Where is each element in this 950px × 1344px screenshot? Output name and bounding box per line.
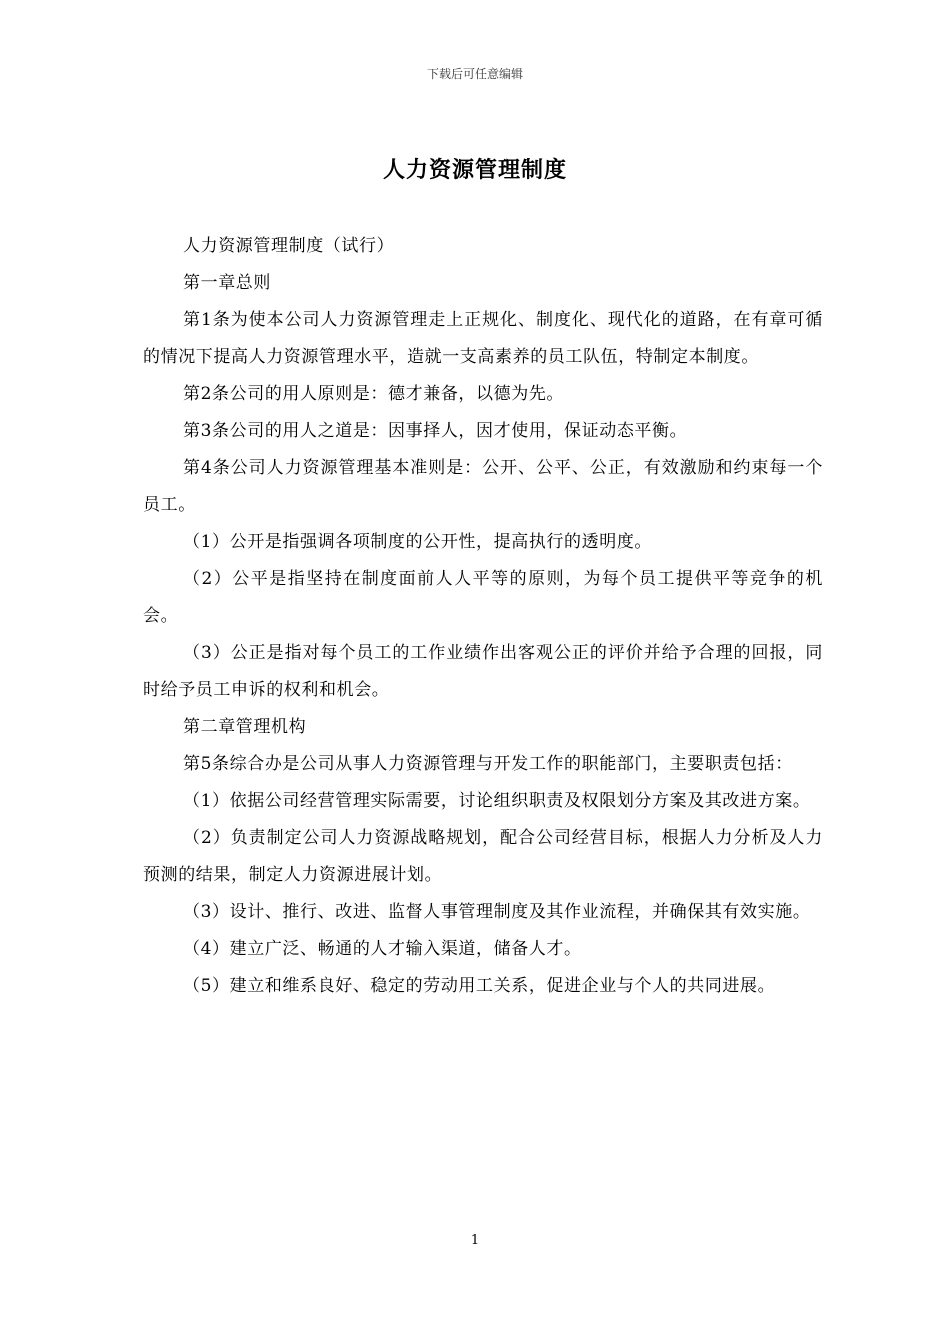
list-item-paragraph: （2）负责制定公司人力资源战略规划，配合公司经营目标，根据人力分析及人力预测的结果，制定人力资源进展计划。 (143, 828, 823, 885)
list-item-paragraph: （3）公正是指对每个员工的工作业绩作出客观公正的评价并给予合理的回报，同时给予员工申诉的权利和机会。 (143, 643, 823, 700)
document-title: 人力资源管理制度 (382, 157, 567, 183)
list-item-paragraph: （3）设计、推行、改进、监督人事管理制度及其作业流程，并确保其有效实施。 (183, 902, 811, 922)
list-item-paragraph: （4）建立广泛、畅通的人才输入渠道，储备人才。 (183, 939, 582, 959)
article-paragraph: 第5条综合办是公司从事人力资源管理与开发工作的职能部门，主要职责包括： (183, 754, 793, 774)
article-paragraph: 第4条公司人力资源管理基本准则是：公开、公平、公正，有效激励和约束每一个员工。 (143, 458, 823, 515)
subtitle-paragraph: 人力资源管理制度（试行） (183, 236, 395, 256)
chapter-heading: 第二章管理机构 (183, 717, 307, 737)
header-note: 下载后可任意编辑 (426, 67, 523, 81)
chapter-heading: 第一章总则 (183, 273, 271, 293)
page-number: 1 (470, 1233, 480, 1248)
list-item-paragraph: （2）公平是指坚持在制度面前人人平等的原则，为每个员工提供平等竞争的机会。 (143, 569, 823, 626)
list-item-paragraph: （1）依据公司经营管理实际需要，讨论组织职责及权限划分方案及其改进方案。 (183, 791, 811, 811)
article-paragraph: 第2条公司的用人原则是：德才兼备，以德为先。 (183, 384, 565, 404)
list-item-paragraph: （1）公开是指强调各项制度的公开性，提高执行的透明度。 (183, 532, 653, 552)
article-paragraph: 第1条为使本公司人力资源管理走上正规化、制度化、现代化的道路，在有章可循的情况下提高人力资源管理水平，造就一支高素养的员工队伍，特制定本制度。 (143, 310, 823, 367)
document-body (143, 228, 823, 1005)
list-item-paragraph: （5）建立和维系良好、稳定的劳动用工关系，促进企业与个人的共同进展。 (183, 976, 776, 996)
article-paragraph: 第3条公司的用人之道是：因事择人，因才使用，保证动态平衡。 (183, 421, 688, 441)
